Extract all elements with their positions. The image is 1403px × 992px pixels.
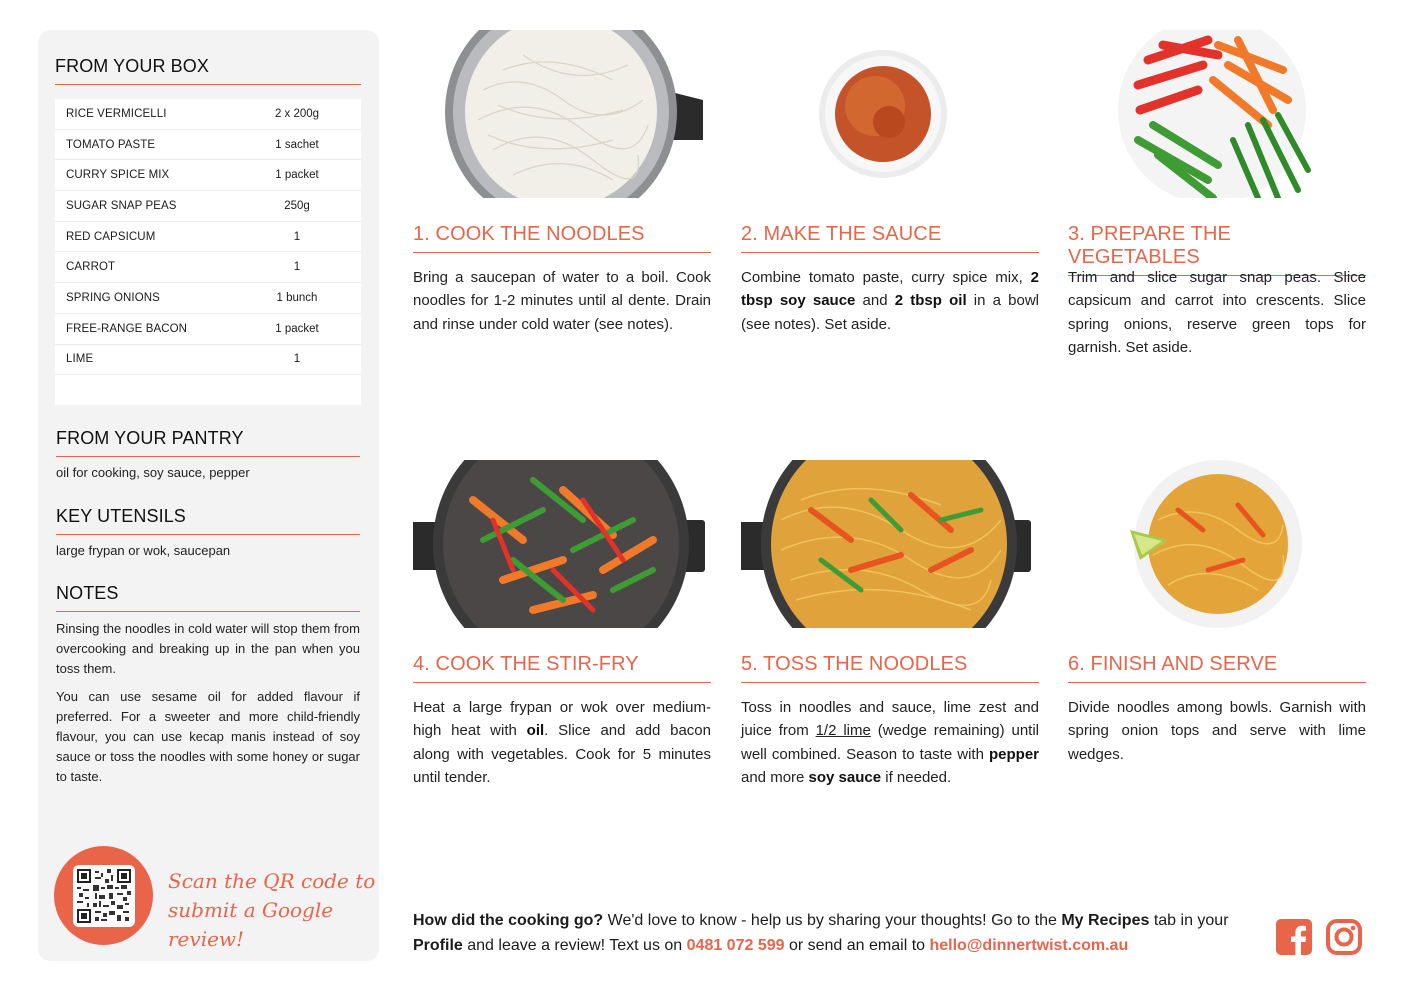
phone-link[interactable]: 0481 072 599 [686,937,785,954]
step-5-title: 5. TOSS THE NOODLES [741,653,1039,683]
stir-fry-pan-image [413,460,711,628]
ingredient-name: TOMATO PASTE [66,138,156,151]
footer-text: We'd love to know - help us by sharing your thoughts! Go to the [603,912,1062,929]
ingredient-row [55,222,361,253]
ingredient-row [55,345,361,376]
ingredient-qty: 1 sachet [275,138,319,151]
ingredient-row [55,283,361,314]
toss-noodles-pan-image [741,460,1039,628]
sidebar [38,30,379,961]
step-4-title: 4. COOK THE STIR-FRY [413,653,711,683]
step-text-span: and more [741,768,809,786]
step-bold-text: 2 tbsp soy sauce [741,269,1039,310]
step-text-span: in a bowl (see notes). Set aside. [741,292,1039,333]
footer-question: How did the cooking go? [413,912,604,929]
utensils-text: large frypan or wok, saucepan [56,543,231,558]
qr-caption-line: Scan the QR code to [168,869,376,893]
note-paragraph: You can use sesame oil for added flavour if preferred. For a sweeter and more child-friendly flavour, you can use kecap manis instead of soy sauce or toss the noodles with some honey or sugar to taste. [56,689,360,784]
step-bold-text: 2 tbsp oil [894,292,967,310]
ingredient-name: RICE VERMICELLI [66,107,167,120]
from-your-box-title: FROM YOUR BOX [55,56,361,85]
step-5-text [741,696,1039,789]
ingredient-row [55,160,361,191]
step-underline-text: 1/2 lime [815,722,871,740]
footer-text: and leave a review! Text us on [462,937,687,954]
finished-bowl-image [1068,460,1366,628]
profile-link[interactable]: Profile [413,937,463,954]
ingredient-qty: 2 x 200g [274,107,320,120]
noodles-saucepan-image [413,30,711,198]
ingredient-qty: 1 [293,230,301,243]
ingredient-row [55,130,361,161]
sauce-bowl-image [741,30,1039,198]
ingredient-qty: 1 bunch [276,291,318,304]
step-text-span: Combine tomato paste, curry spice mix, [741,269,1031,286]
ingredient-name: RED CAPSICUM [66,230,156,243]
feedback-footer [413,908,1263,958]
step-bold-text: oil [526,722,545,740]
step-text-span: Bring a saucepan of water to a boil. Cook noodles for 1-2 minutes until al dente. Drain and rinse under cold water (see notes). [413,269,711,333]
from-your-pantry-title: FROM YOUR PANTRY [56,428,360,457]
step-2-text [741,266,1039,336]
step-3-text [1068,266,1366,359]
ingredient-name: FREE-RANGE BACON [66,322,188,335]
step-text-span: . Slice and add bacon along with vegetables. Cook for 5 minutes until tender. [413,722,711,786]
step-1-text [413,266,711,336]
qr-caption-line: submit a Google review! [168,898,334,951]
ingredient-row [55,252,361,283]
ingredient-name: SPRING ONIONS [66,291,160,304]
instagram-icon[interactable] [1325,918,1363,956]
step-6-title: 6. FINISH AND SERVE [1068,653,1366,683]
ingredient-name: CURRY SPICE MIX [66,169,170,182]
ingredient-qty: 1 packet [275,322,319,335]
ingredient-qty: 250g [284,199,310,212]
pantry-text: oil for cooking, soy sauce, pepper [56,465,250,480]
step-text-span: Toss in noodles and sauce, lime zest and juice from [741,699,1039,740]
ingredient-qty: 1 packet [275,169,319,182]
ingredient-name: LIME [66,353,94,366]
ingredient-row [55,314,361,345]
step-text-span: (wedge remaining) until well combined. Season to taste with [741,722,1040,763]
qr-code-icon [73,865,135,927]
facebook-icon[interactable] [1275,918,1313,956]
step-text-span: Divide noodles among bowls. Garnish with spring onion tops and serve with lime wedges. [1068,699,1366,763]
ingredient-qty: 1 [293,261,301,274]
step-1-title: 1. COOK THE NOODLES [413,223,711,253]
step-text-span: if needed. [881,768,952,786]
note-paragraph: Rinsing the noodles in cold water will stop them from overcooking and breaking up in the pan when you toss them. [56,621,360,676]
step-text-span: Heat a large frypan or wok over medium-high heat with [413,699,711,740]
notes-title: NOTES [56,583,360,612]
ingredient-row [55,99,361,130]
vegetables-plate-image [1068,30,1366,198]
notes-text [56,619,360,795]
step-bold-text: soy sauce [808,768,882,786]
my-recipes-link[interactable]: My Recipes [1061,912,1150,929]
ingredient-qty: 1 [293,353,301,366]
step-2-title: 2. MAKE THE SAUCE [741,223,1039,253]
email-link[interactable]: hello@dinnertwist.com.au [929,937,1129,954]
step-text-span: Trim and slice sugar snap peas. Slice capsicum and carrot into crescents. Slice spring onions, reserve green tops for garnish. Set aside. [1068,269,1366,356]
ingredient-table [55,99,361,405]
footer-text: or send an email to [784,937,930,954]
qr-caption [168,867,379,954]
step-4-text [413,696,711,789]
step-3-title: 3. PREPARE THE VEGETABLES [1068,223,1366,276]
step-6-text [1068,696,1366,766]
ingredient-name: CARROT [66,261,116,274]
ingredient-row [55,191,361,222]
key-utensils-title: KEY UTENSILS [56,506,360,535]
step-bold-text: pepper [988,745,1039,763]
step-text-span: and [855,292,895,310]
footer-text: tab in your [1149,912,1229,929]
ingredient-name: SUGAR SNAP PEAS [66,199,177,212]
qr-code-badge[interactable] [54,846,153,945]
